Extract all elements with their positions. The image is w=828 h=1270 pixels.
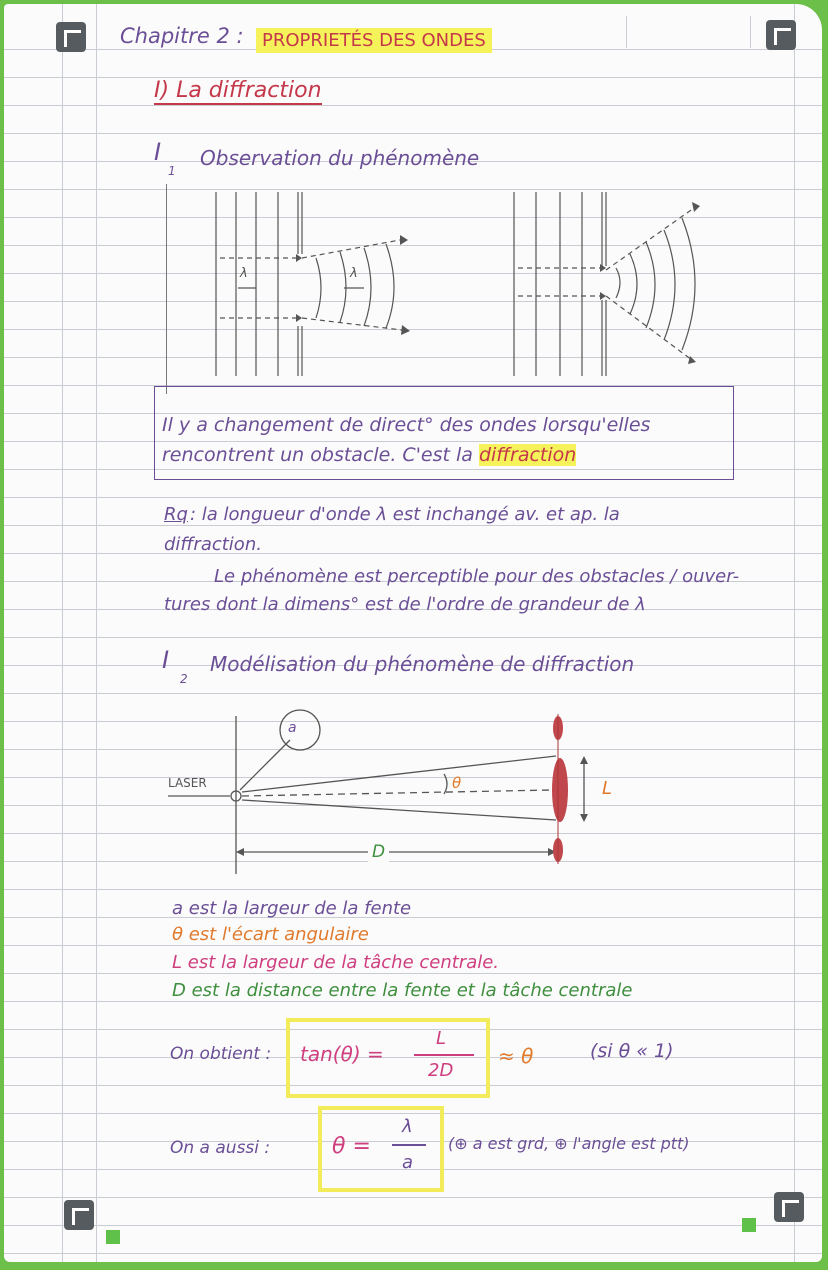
formula1-prefix: On obtient : [170, 1044, 272, 1064]
formula1-denominator: 2D [428, 1060, 454, 1081]
chapter-label: Chapitre 2 : [120, 24, 244, 48]
notebook-page [4, 4, 822, 1262]
formula1-numerator: L [436, 1028, 447, 1049]
legend-L: L est la largeur de la tâche centrale. [172, 952, 500, 973]
remark-line-3: Le phénomène est perceptible pour des obstacles / ouver- [214, 566, 740, 587]
lambda-label-left: λ [240, 266, 248, 281]
legend-theta: θ est l'écart angulaire [172, 924, 369, 945]
remark-line-4: tures dont la dimens° est de l'ordre de grandeur de λ [164, 594, 646, 615]
laser-label: LASER [168, 776, 207, 790]
formula1-condition: (si θ « 1) [590, 1040, 674, 1062]
legend-D: D est la distance entre la fente et la tâche centrale [172, 980, 633, 1001]
formula2-fraction-bar [392, 1144, 426, 1146]
remark-line-1: : la longueur d'onde λ est inchangé av. et ap. la [190, 504, 620, 525]
definition-line-2-text: rencontrent un obstacle. C'est la [162, 444, 479, 466]
subsection-1-title: Observation du phénomène [200, 146, 480, 170]
formula2-prefix: On a aussi : [170, 1138, 271, 1158]
slit-width-label: a [288, 720, 297, 736]
formula2-numerator: λ [402, 1116, 413, 1137]
formula2-denominator: a [402, 1152, 414, 1173]
subsection-1-number: I [154, 138, 162, 166]
definition-keyword: diffraction [478, 444, 577, 466]
remark-line-2: diffraction. [164, 534, 262, 555]
theta-label: θ [452, 774, 462, 792]
definition-line-1: Il y a changement de direct° des ondes lorsqu'elles [162, 414, 651, 436]
subsection-1-index: 1 [168, 164, 176, 178]
legend-a: a est la largeur de la fente [172, 898, 412, 919]
section-title: I) La diffraction [154, 78, 322, 103]
subsection-2-index: 2 [180, 672, 188, 686]
chapter-title: PROPRIETÉS DES ONDES [256, 28, 492, 53]
formula2-lhs: θ = [332, 1134, 371, 1159]
formula1-approx: ≈ θ [498, 1044, 534, 1068]
D-label: D [368, 842, 389, 862]
formula2-note: (⊕ a est grd, ⊕ l'angle est ptt) [448, 1134, 690, 1153]
subsection-2-title: Modélisation du phénomène de diffraction [210, 652, 635, 676]
formula1-fraction-bar [414, 1054, 474, 1056]
L-label: L [602, 778, 613, 799]
lambda-label-right: λ [350, 266, 358, 281]
subsection-2-number: I [162, 646, 170, 674]
formula1-lhs: tan(θ) = [300, 1042, 384, 1066]
remark-label: Rq [164, 504, 188, 525]
